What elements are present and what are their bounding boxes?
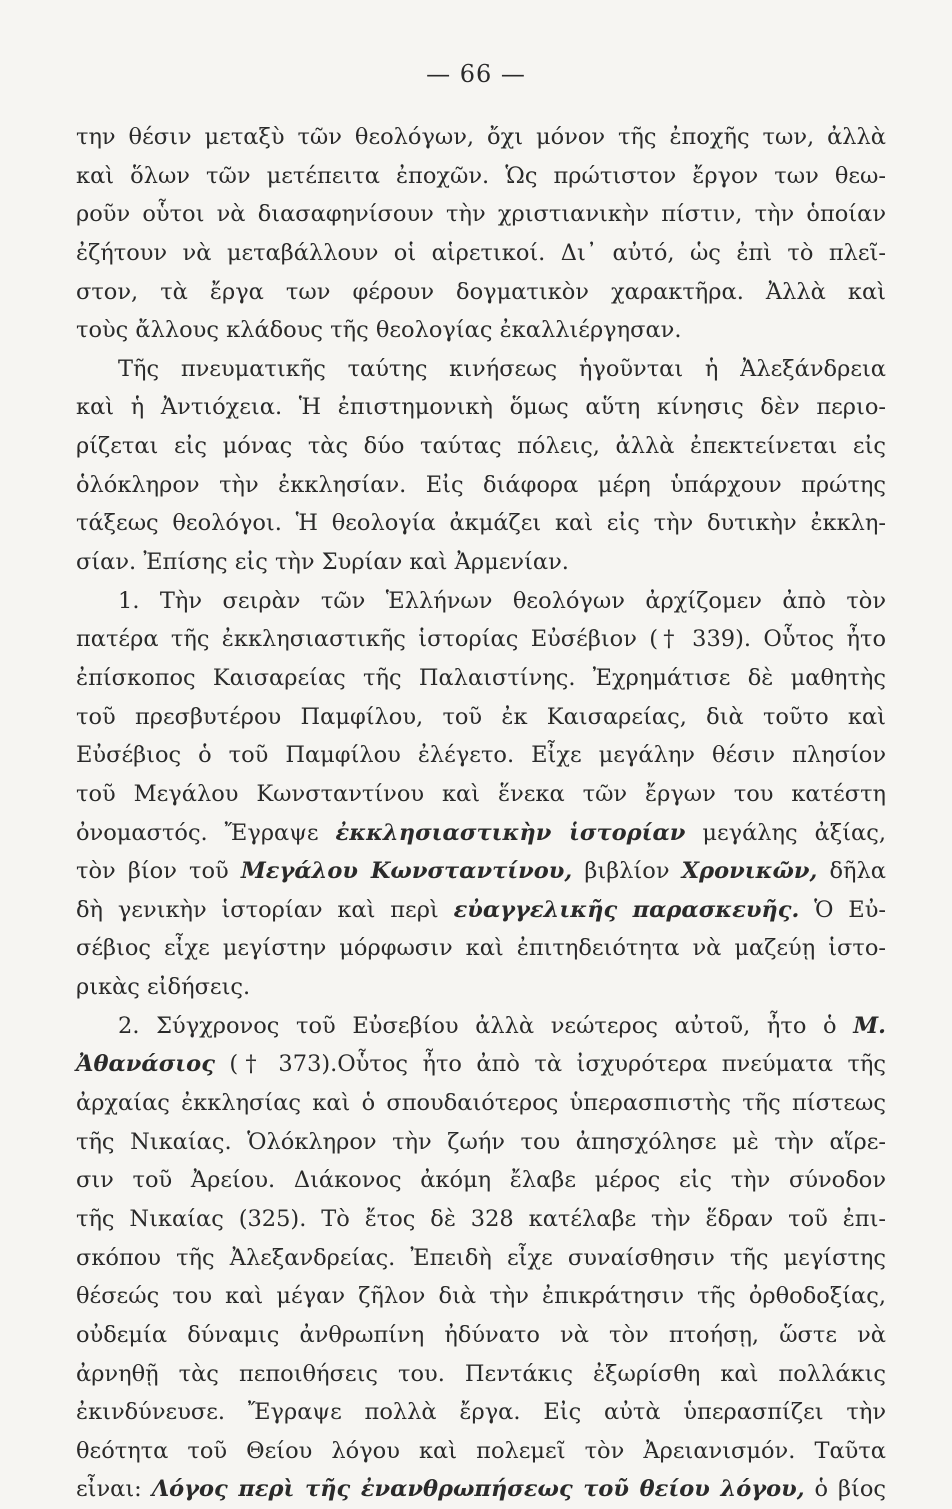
- text-line: ἀρχαίας ἐκκλησίας καὶ ὁ σπουδαιότερος ὑπερασπιστὴς τῆς πίστεως: [76, 1090, 886, 1117]
- body-text: [76, 118, 886, 1509]
- bold-title: Χρονικῶν,: [681, 858, 818, 885]
- text-line: τοῦ Μεγάλου Κωνσταντίνου καὶ ἕνεκα τῶν ἔργων του κατέστη: [76, 780, 886, 807]
- text-line: ὀνομαστός. Ἔγραψε ἐκκλησιαστικὴν ἱστορίαν μεγάλης ἀξίας,: [76, 819, 886, 846]
- text-line: 2. Σύγχρονος τοῦ Εὐσεβίου ἀλλὰ νεώτερος αὐτοῦ, ἦτο ὁ Μ.: [118, 1012, 886, 1039]
- text-line: σιν τοῦ Ἀρείου. Διάκονος ἀκόμη ἔλαβε μέρος εἰς τὴν σύνοδον: [76, 1167, 886, 1194]
- text-line: Εὐσέβιος ὁ τοῦ Παμφίλου ἐλέγετο. Εἶχε μεγάλην θέσιν πλησίον: [76, 742, 886, 769]
- text-line: ρίζεται εἰς μόνας τὰς δύο ταύτας πόλεις, ἀλλὰ ἐπεκτείνεται εἰς: [76, 433, 886, 460]
- bold-title: εὐαγγελικῆς παρασκευῆς.: [453, 896, 800, 923]
- text-line: Ἀθανάσιος († 373).Οὗτος ἦτο ἀπὸ τὰ ἰσχυρότερα πνεύματα τῆς: [76, 1051, 886, 1078]
- page-number: — 66 —: [426, 60, 526, 88]
- text-line: τοῦ πρεσβυτέρου Παμφίλου, τοῦ ἐκ Καισαρείας, διὰ τοῦτο καὶ: [76, 703, 886, 730]
- text-line: ἐζήτουν νὰ μεταβάλλουν οἱ αἱρετικοί. Δι᾽ αὐτό, ὡς ἐπὶ τὸ πλεῖ-: [76, 239, 886, 266]
- text-line: τοὺς ἄλλους κλάδους τῆς θεολογίας ἐκαλλιέργησαν.: [76, 317, 682, 344]
- bold-name: Ἀθανάσιος: [76, 1051, 215, 1078]
- text-line: σίαν. Ἐπίσης εἰς τὴν Συρίαν καὶ Ἀρμενίαν.: [76, 549, 569, 576]
- bold-title: Λόγος περὶ τῆς ἐνανθρωπήσεως τοῦ θείου λόγου,: [151, 1476, 805, 1503]
- text-line: ἀρνηθῇ τὰς πεποιθήσεις του. Πεντάκις ἐξωρίσθη καὶ πολλάκις: [76, 1360, 886, 1387]
- text-line: ὁλόκληρον τὴν ἐκκλησίαν. Εἰς διάφορα μέρη ὑπάρχουν πρώτης: [76, 471, 886, 498]
- text-line: σέβιος εἶχε μεγίστην μόρφωσιν καὶ ἐπιτηδειότητα νὰ μαζεύῃ ἱστο-: [76, 935, 886, 962]
- bold-name: Μ.: [853, 1012, 886, 1039]
- text-line: ἐπίσκοπος Καισαρείας τῆς Παλαιστίνης. Ἐχρημάτισε δὲ μαθητὴς: [76, 664, 886, 691]
- text-line: θεότητα τοῦ Θείου λόγου καὶ πολεμεῖ τὸν Ἀρειανισμόν. Ταῦτα: [76, 1437, 886, 1464]
- text-line: τὸν βίον τοῦ Μεγάλου Κωνσταντίνου, βιβλίον Χρονικῶν, δῆλα: [76, 858, 886, 885]
- bold-title: ἐκκλησιαστικὴν ἱστορίαν: [335, 819, 686, 846]
- text-line: την θέσιν μεταξὺ τῶν θεολόγων, ὄχι μόνον τῆς ἐποχῆς των, ἀλλὰ: [76, 124, 886, 150]
- text-line: τῆς Νικαίας (325). Τὸ ἔτος δὲ 328 κατέλαβε τὴν ἕδραν τοῦ ἐπι-: [76, 1205, 886, 1232]
- text-line: 1. Τὴν σειρὰν τῶν Ἑλλήνων θεολόγων ἀρχίζομεν ἀπὸ τὸν: [118, 587, 886, 614]
- text-line: ρικὰς εἰδήσεις.: [76, 974, 251, 1001]
- text-line: δὴ γενικὴν ἱστορίαν καὶ περὶ εὐαγγελικῆς παρασκευῆς. Ὁ Εὐ-: [76, 896, 886, 923]
- bold-title: Μεγάλου Κωνσταντίνου,: [240, 858, 573, 885]
- text-line: καὶ ὅλων τῶν μετέπειτα ἐποχῶν. Ὡς πρώτιστον ἔργον των θεω-: [76, 162, 886, 189]
- text-line: τῆς Νικαίας. Ὁλόκληρον τὴν ζωήν του ἀπησχόλησε μὲ τὴν αἵρε-: [76, 1128, 886, 1155]
- text-line: στον, τὰ ἔργα των φέρουν δογματικὸν χαρακτῆρα. Ἀλλὰ καὶ: [76, 278, 886, 305]
- text-line: τάξεως θεολόγοι. Ἡ θεολογία ἀκμάζει καὶ εἰς τὴν δυτικὴν ἐκκλη-: [76, 510, 886, 537]
- text-line: σκόπου τῆς Ἀλεξανδρείας. Ἐπειδὴ εἶχε συναίσθησιν τῆς μεγίστης: [76, 1244, 886, 1271]
- text-line: οὐδεμία δύναμις ἀνθρωπίνη ἠδύνατο νὰ τὸν πτοήσῃ, ὥστε νὰ: [76, 1321, 886, 1348]
- text-line: θέσεώς του καὶ μέγαν ζῆλον διὰ τὴν ἐπικράτησιν τῆς ὀρθοδοξίας,: [76, 1283, 886, 1310]
- text-line: ἐκινδύνευσε. Ἔγραψε πολλὰ ἔργα. Εἰς αὐτὰ ὑπερασπίζει τὴν: [76, 1399, 886, 1426]
- text-line: πατέρα τῆς ἐκκλησιαστικῆς ἱστορίας Εὐσέβιον († 339). Οὗτος ἦτο: [76, 626, 886, 653]
- text-line: ροῦν οὗτοι νὰ διασαφηνίσουν τὴν χριστιανικὴν πίστιν, τὴν ὁποίαν: [76, 201, 886, 228]
- text-line: εἶναι: Λόγος περὶ τῆς ἐνανθρωπήσεως τοῦ θείου λόγου, ὁ βίος: [76, 1476, 886, 1503]
- text-line: καὶ ἡ Ἀντιόχεια. Ἡ ἐπιστημονικὴ ὅμως αὕτη κίνησις δὲν περιο-: [76, 394, 886, 421]
- text-line: Τῆς πνευματικῆς ταύτης κινήσεως ἡγοῦνται ἡ Ἀλεξάνδρεια: [118, 355, 886, 382]
